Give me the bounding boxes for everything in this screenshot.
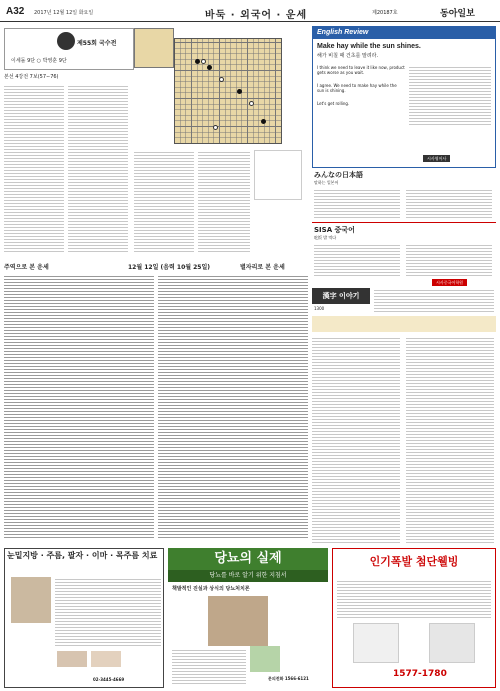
doctor-photo: [11, 577, 51, 623]
stone-black: [195, 59, 200, 64]
stone-black: [237, 89, 242, 94]
clinic-phone: 02-3445-4669: [93, 677, 125, 682]
paper-name: 동아일보: [440, 8, 475, 18]
product-photo: [429, 623, 475, 663]
baduk-section: [4, 26, 304, 260]
chinese-title: SISA 중국어: [314, 226, 355, 234]
japanese-text: [314, 188, 400, 218]
stone-white: [249, 101, 254, 106]
commentary-text: [134, 150, 194, 254]
issue-number: 제20187호: [372, 10, 398, 16]
horoscope-right-title: 별자리로 본 운세: [240, 264, 285, 271]
horoscope-grid: [4, 274, 308, 544]
health-ad-headline: 인기폭발 첨단웰빙: [369, 555, 459, 568]
hanja-text: [406, 336, 494, 544]
book-ad-sub: 당뇨를 바로 알기 위한 지침서: [168, 570, 328, 582]
section-title: 바둑 · 외국어 · 운세: [205, 10, 308, 21]
commentary-text: [68, 84, 128, 254]
diagram-small: [134, 28, 174, 68]
product-photo: [353, 623, 399, 663]
commentary-text: [4, 84, 64, 254]
horoscope-header: [4, 260, 496, 274]
health-ad: [332, 548, 496, 688]
english-review: [312, 26, 496, 168]
horoscope-date: 12월 12일 (음력 10월 25일): [128, 264, 211, 271]
page-number: A32: [6, 6, 25, 17]
after-photo: [91, 651, 121, 667]
event-logo-icon: [57, 32, 75, 50]
commentary-text: [198, 150, 250, 254]
chinese-column: [312, 222, 496, 286]
advertisement-small: [254, 150, 302, 200]
health-phone: 1577-1780: [393, 669, 447, 679]
english-headline: Make hay while the sun shines.: [317, 43, 421, 50]
hanja-summary-box: [312, 316, 496, 332]
book-cover: [250, 646, 280, 672]
chinese-subtitle: 吃饭 밥 먹다: [314, 235, 337, 240]
english-sub: 해가 비칠 때 건초를 말려라.: [317, 53, 379, 59]
hanja-intro: [374, 288, 494, 312]
event-box: [4, 28, 134, 70]
english-footer: 시사영어사: [423, 155, 450, 162]
clinic-ad: [4, 548, 164, 688]
english-notes: [409, 65, 491, 125]
stone-white: [219, 77, 224, 82]
english-item: Let's get rolling.: [317, 101, 350, 106]
chinese-footer: 시사중국어학원: [432, 279, 467, 286]
before-photo: [57, 651, 87, 667]
stone-white: [201, 59, 206, 64]
hanja-number: 1300: [314, 306, 325, 311]
zodiac-column: [4, 274, 154, 538]
japanese-text: [406, 188, 492, 218]
japanese-subtitle: 말하는 일본어: [314, 180, 339, 185]
star-column: [158, 274, 308, 538]
stone-black: [207, 65, 212, 70]
commentary-heading: 본선 4강전 7보(57∼76): [4, 74, 59, 80]
match-line: 이세돌 9단 ○ 박영훈 9단: [11, 58, 67, 64]
hanja-title: 漢字 이야기: [312, 288, 370, 304]
health-ad-text: [337, 579, 491, 619]
book-ad: [168, 548, 328, 688]
event-title: 제55회 국수전: [77, 40, 117, 47]
issue-date: 2017년 12월 12일 화요일: [34, 10, 94, 16]
page-header: [0, 0, 500, 22]
clinic-ad-text: [55, 577, 161, 647]
english-item: I agree. We need to make hay while the sun is shining.: [317, 83, 397, 93]
hanja-column: [312, 288, 496, 546]
hanja-text: [312, 336, 400, 544]
japanese-title: みんなの日本語: [314, 171, 363, 179]
book-ad-caption: 책발적인 진실과 상식의 당뇨처치론: [172, 586, 250, 592]
english-item: I think we need to leave it like now, product gets worse as you wait.: [317, 65, 405, 75]
english-bar: English Review: [313, 27, 495, 39]
book-ad-headline: 당뇨의 실제: [168, 548, 328, 570]
book-phone: 문의전화 1566-6121: [268, 676, 309, 681]
clinic-ad-headline: 눈밑지방 · 주름, 팔자 · 이마 · 목주름 치료: [7, 551, 158, 560]
author-photo: [208, 596, 268, 646]
horoscope-left-title: 주역으로 본 운세: [4, 264, 49, 271]
book-ad-text: [172, 648, 246, 684]
stone-white: [213, 125, 218, 130]
stone-black: [261, 119, 266, 124]
go-board: [174, 38, 282, 144]
